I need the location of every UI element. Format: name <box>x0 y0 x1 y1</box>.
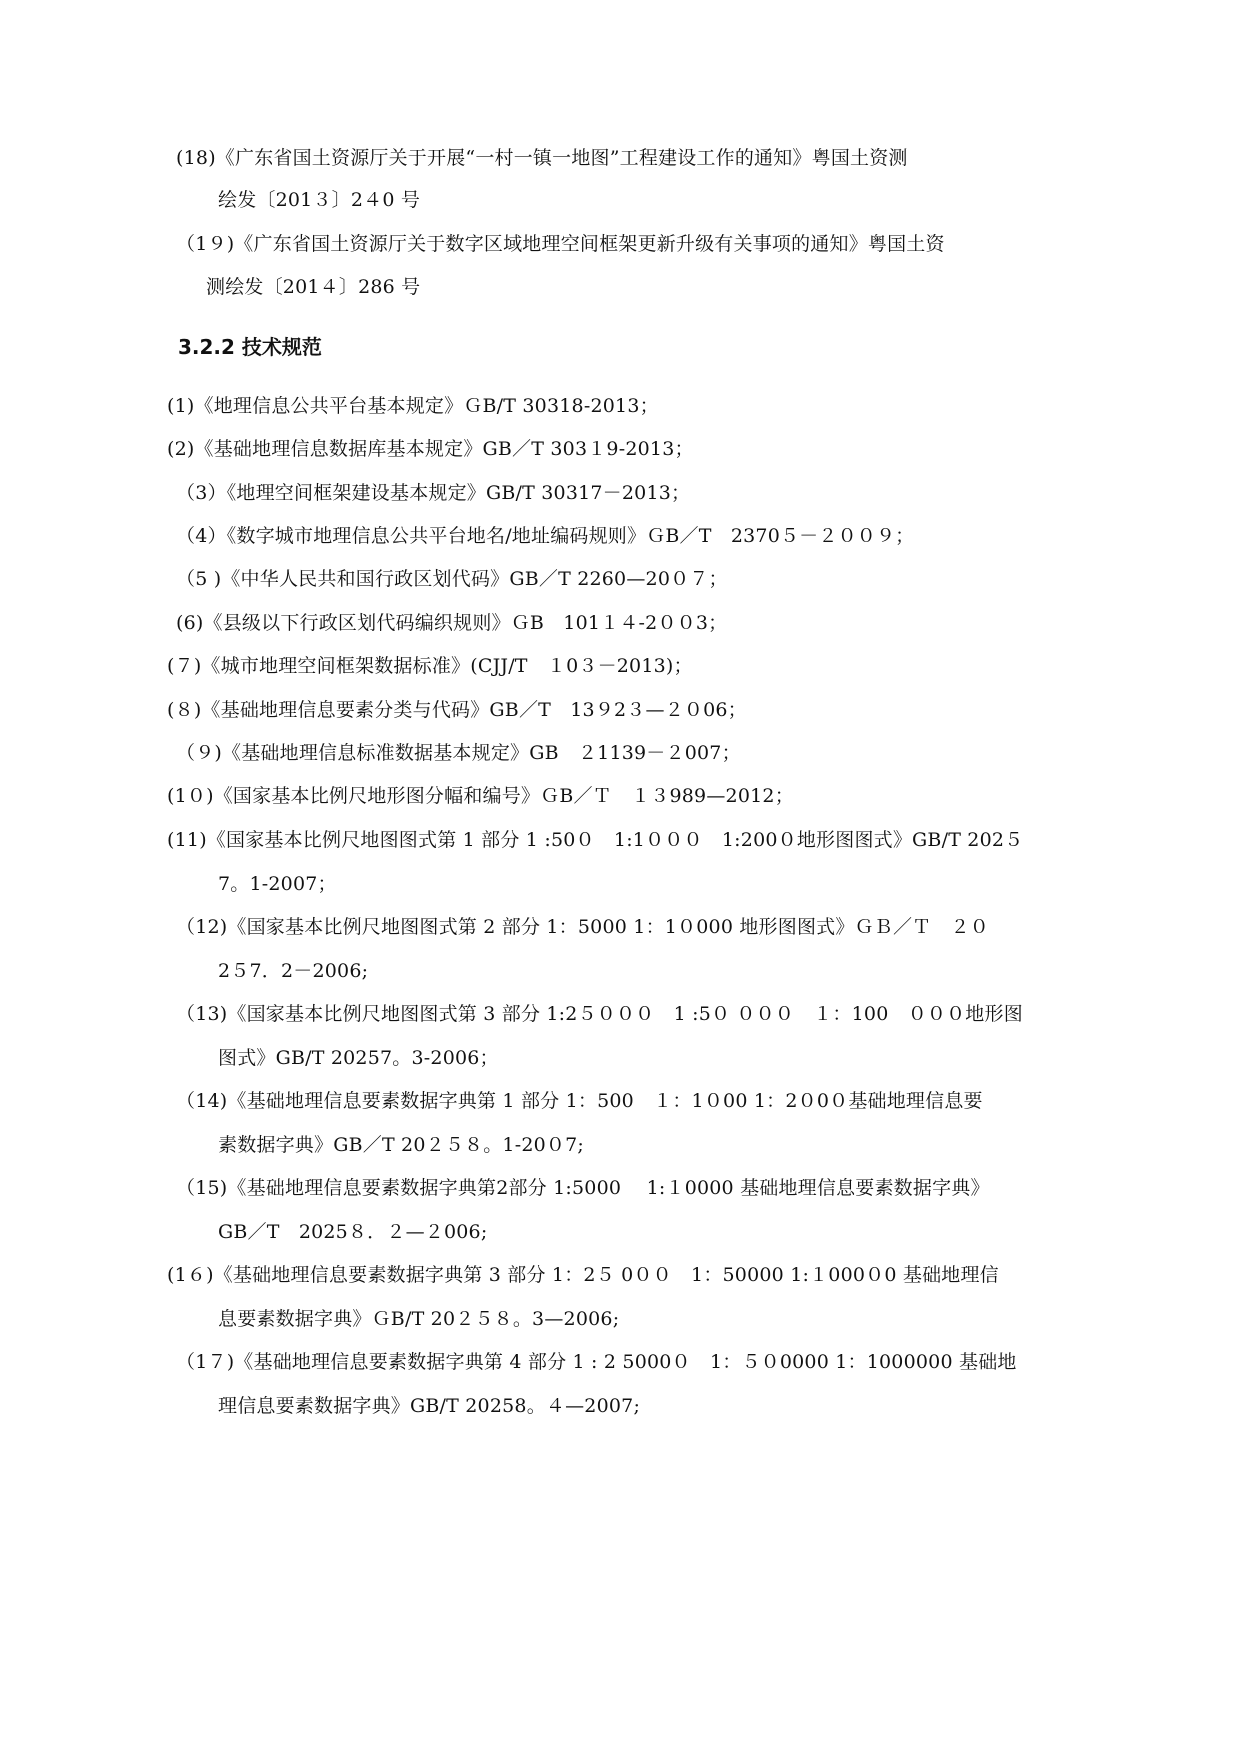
spec-item-14-line-1: （14)《基础地理信息要素数据字典第 1 部分 1：500 １：1０00 1：2０0０基础地理信息要 <box>176 1090 983 1112</box>
law-item-18-line-1: (18)《广东省国土资源厅关于开展“一村一镇一地图”工程建设工作的通知》粤国土资测 <box>176 147 908 169</box>
spec-item-16-line-2: 息要素数据字典》ＧB/T 20２５８。3—2006; <box>218 1308 620 1330</box>
spec-item-16-line-1: (1６)《基础地理信息要素数据字典第 3 部分 1：2５ 0００ 1：50000 1:１000０0 基础地理信 <box>167 1264 999 1286</box>
law-item-19-line-2: 测绘发〔201４〕286 号 <box>206 276 421 298</box>
spec-item-15-line-1: （15)《基础地理信息要素数据字典第2部分 1:5000 1:１0000 基础地理信息要素数据字典》 <box>176 1177 990 1199</box>
spec-item-13-line-1: （13)《国家基本比例尺地图图式第 3 部分 1:2５０００ 1 :5０ ０００ １：100 ０００地形图 <box>176 1003 1023 1025</box>
spec-item-8: (８)《基础地理信息要素分类与代码》GB／T 13９2３—２０06； <box>167 699 747 721</box>
spec-item-13-line-2: 图式》GB/T 20257。3-2006； <box>218 1047 499 1069</box>
law-item-19-line-1: （1９)《广东省国土资源厅关于数字区域地理空间框架更新升级有关事项的通知》粤国土资 <box>176 233 945 255</box>
spec-item-7: (７)《城市地理空间框架数据标准》(CJJ/T １0３－2013)； <box>167 655 693 677</box>
spec-item-14-line-2: 素数据字典》GB／T 20２５８。1-20０7; <box>218 1134 585 1156</box>
spec-item-6: (6)《县级以下行政区划代码编织规则》ＧB 101１４-2００3； <box>176 612 728 634</box>
spec-item-3: （3）《地理空间框架建设基本规定》GB/T 30317－2013； <box>176 482 691 504</box>
spec-item-4: （4）《数字城市地理信息公共平台地名/地址编码规则》ＧB／T 2370５－２００９； <box>176 525 915 547</box>
spec-item-2: (2)《基础地理信息数据库基本规定》GB／T 303１9-2013； <box>167 438 694 460</box>
section-heading: 3.2.2 技术规范 <box>178 335 322 359</box>
spec-item-12-line-1: （12)《国家基本比例尺地图图式第 2 部分 1：5000 1：1０000 地形图图式》ＧＢ／Ｔ ２０ <box>176 916 989 938</box>
spec-item-17-line-1: （1７)《基础地理信息要素数据字典第 4 部分 1 : 2 5000０ 1：５０0000 1：1000000 基础地 <box>176 1351 1017 1373</box>
spec-item-12-line-2: 2５7．2－2006; <box>218 960 369 982</box>
spec-item-11-line-2: 7。1-2007； <box>218 873 337 895</box>
spec-item-9: （９)《基础地理信息标准数据基本规定》GB ２1139－２007； <box>176 742 741 764</box>
spec-item-5: （5 )《中华人民共和国行政区划代码》GB／T 2260—20０７； <box>176 568 728 590</box>
spec-item-15-line-2: GB／T 2025８．２—２006; <box>218 1221 488 1243</box>
spec-item-17-line-2: 理信息要素数据字典》GB/T 20258。４—2007; <box>218 1395 641 1417</box>
spec-item-1: (1)《地理信息公共平台基本规定》ＧB/T 30318-2013； <box>167 395 659 417</box>
spec-item-11-line-1: (11)《国家基本比例尺地图图式第 1 部分 1 :50０ 1:1０００ 1:200０地形图图式》GB/T 202５ <box>167 829 1024 851</box>
spec-item-10: (1０)《国家基本比例尺地形图分幅和编号》ＧB／Ｔ １３989—2012； <box>167 785 794 807</box>
law-item-18-line-2: 绘发〔201３〕2４0 号 <box>218 189 421 211</box>
